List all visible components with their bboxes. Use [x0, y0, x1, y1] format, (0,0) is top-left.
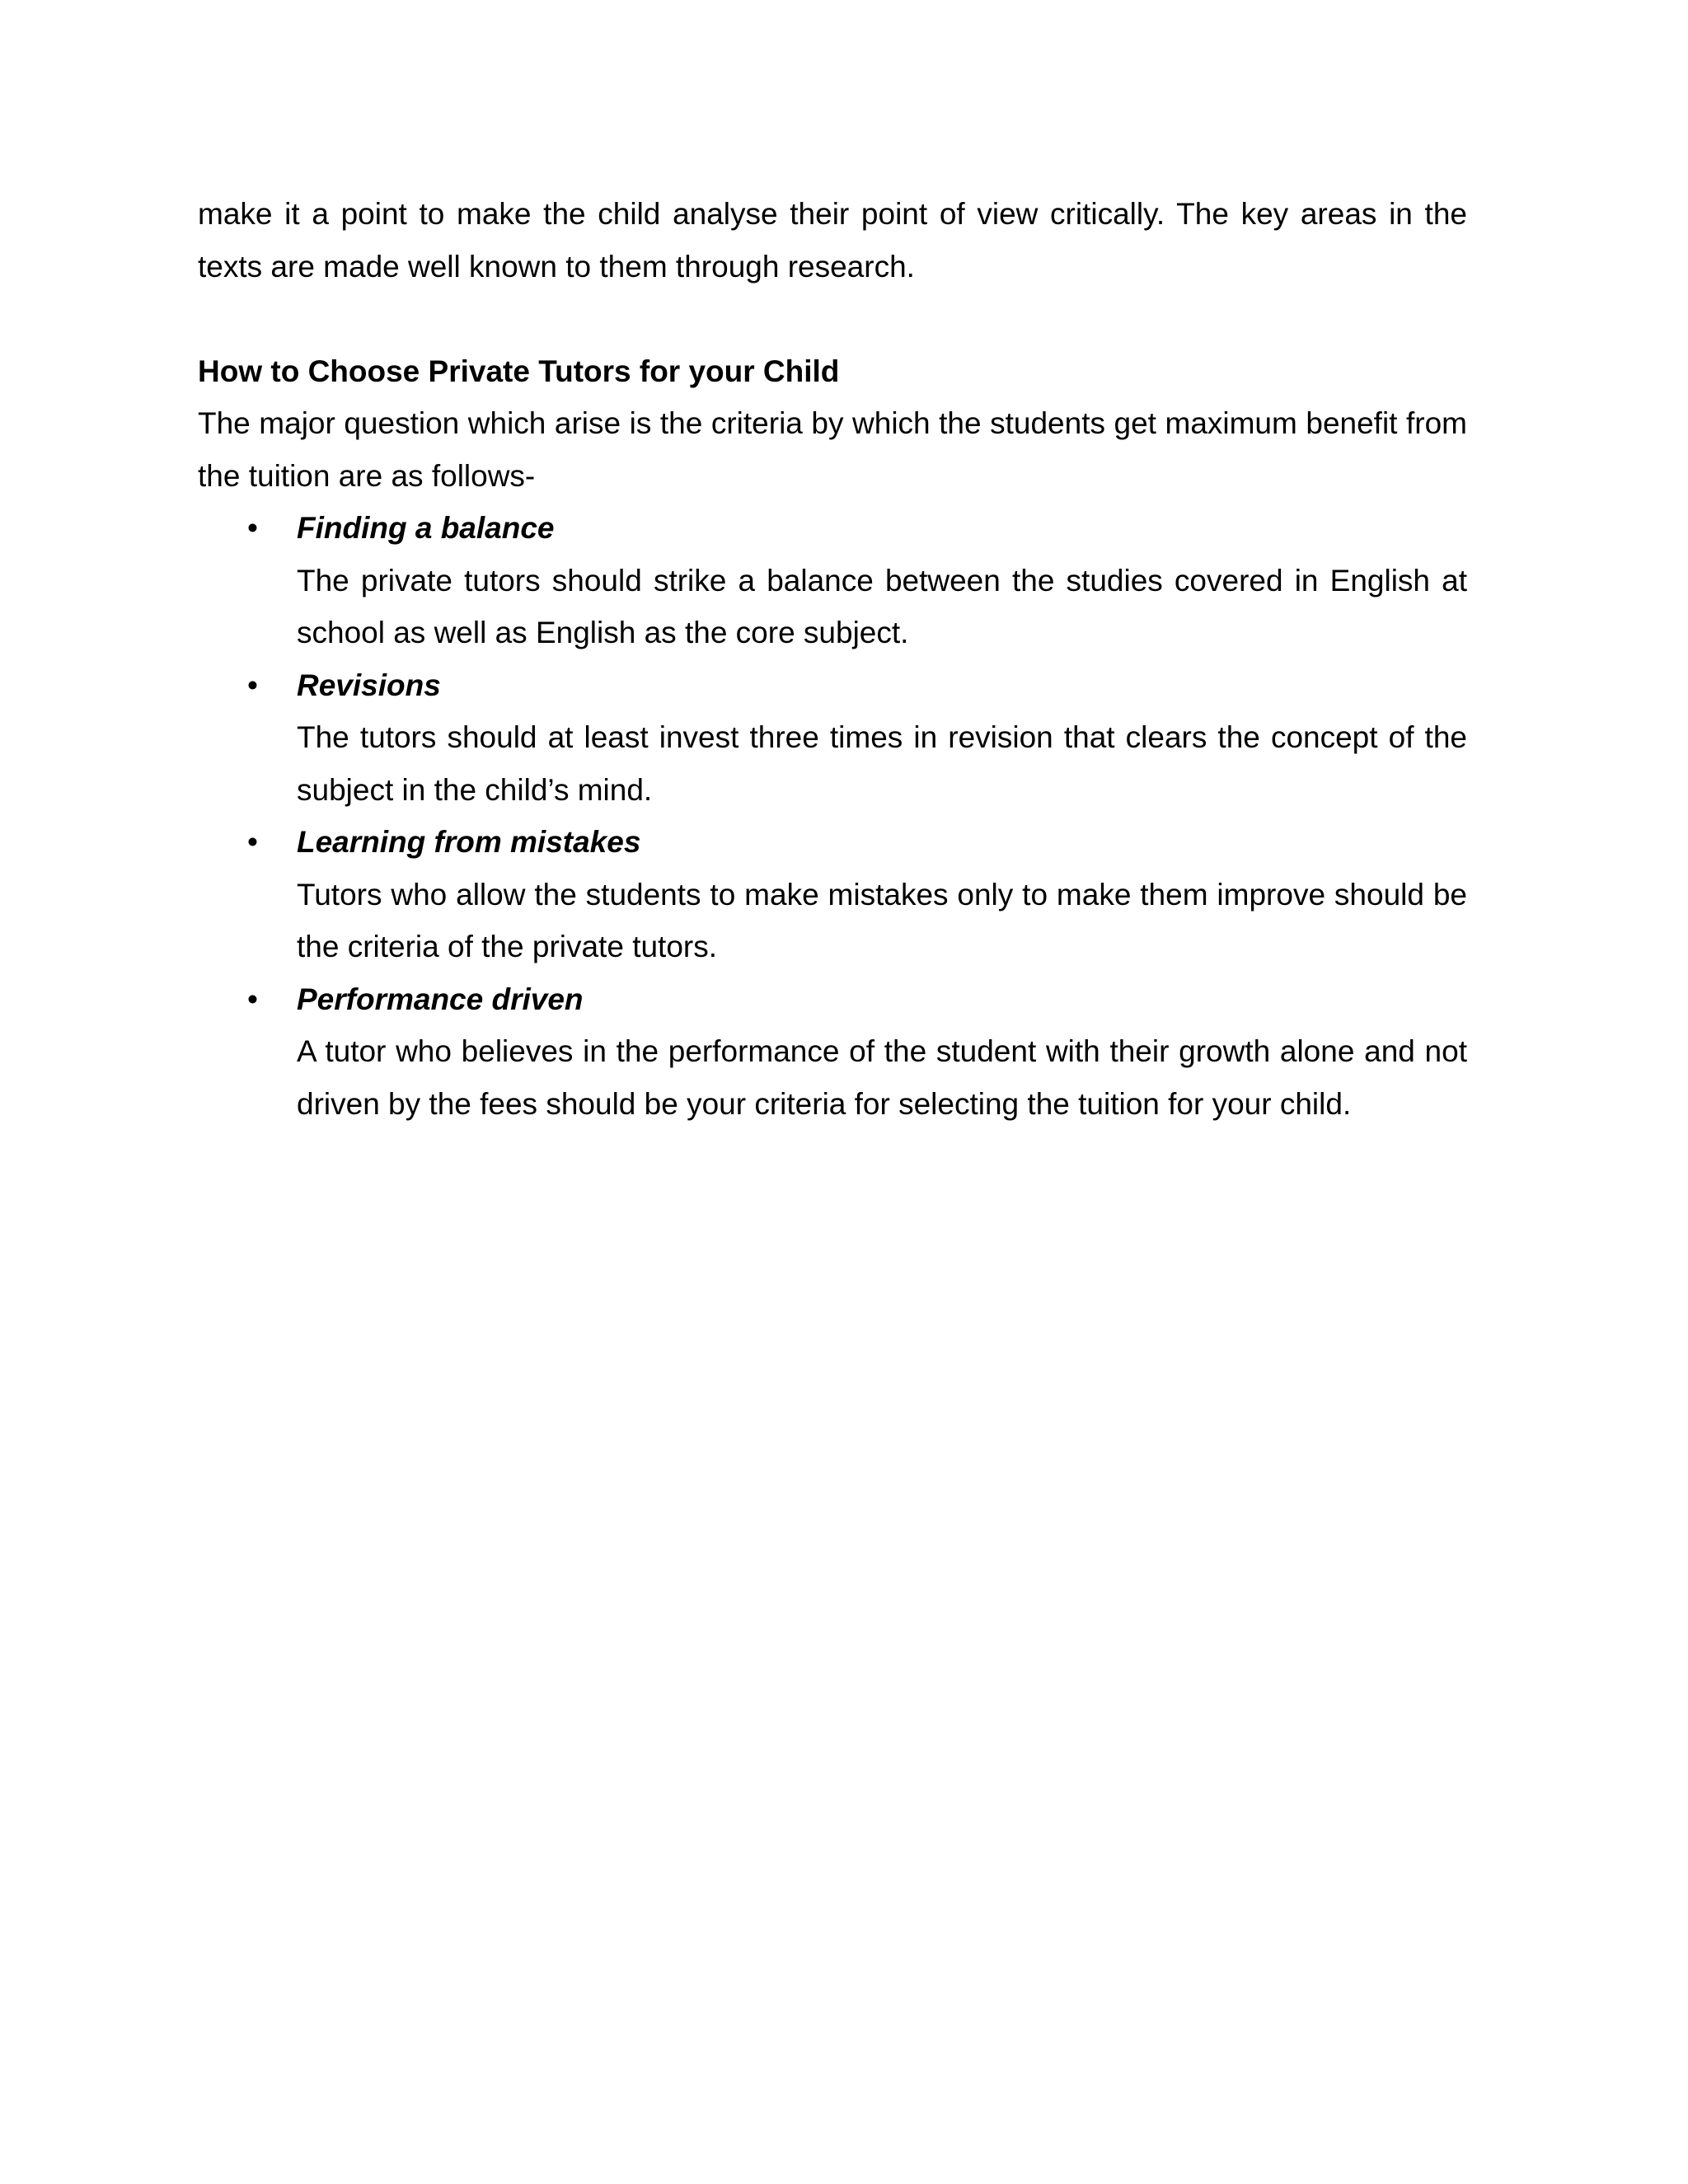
list-item-learning-from-mistakes	[198, 816, 1467, 973]
document-content	[198, 188, 1467, 1130]
list-item-finding-a-balance	[198, 502, 1467, 659]
bullet-icon: •	[247, 825, 258, 859]
section-intro-paragraph: The major question which arise is the criteria by which the students get maximum benefit from the tuition are as follows-	[198, 406, 1467, 493]
list-item-body: The private tutors should strike a balance between the studies covered in English at school as well as English as the core subject.	[297, 563, 1467, 649]
list-item-performance-driven	[198, 973, 1467, 1131]
paragraph-spacer	[198, 293, 1467, 345]
intro-paragraph: make it a point to make the child analyse their point of view critically. The key areas in the texts are made well known to them through research.	[198, 197, 1467, 284]
bullet-icon: •	[247, 511, 258, 545]
list-item-title: Performance driven	[297, 982, 584, 1016]
list-item-body: A tutor who believes in the performance of the student with their growth alone and not driven by the fees should be your criteria for selecting the tuition for your child.	[297, 1034, 1467, 1121]
criteria-list	[198, 502, 1467, 1130]
list-item-title: Revisions	[297, 668, 441, 702]
list-item-title: Finding a balance	[297, 511, 555, 545]
section-heading: How to Choose Private Tutors for your Child	[198, 354, 840, 388]
bullet-icon: •	[247, 982, 258, 1016]
list-item-body: Tutors who allow the students to make mistakes only to make them improve should be the criteria of the private tutors.	[297, 877, 1467, 963]
list-item-revisions	[198, 659, 1467, 817]
list-item-title: Learning from mistakes	[297, 825, 641, 859]
list-item-body: The tutors should at least invest three times in revision that clears the concept of the subject in the child’s mind.	[297, 720, 1467, 807]
bullet-icon: •	[247, 668, 258, 702]
